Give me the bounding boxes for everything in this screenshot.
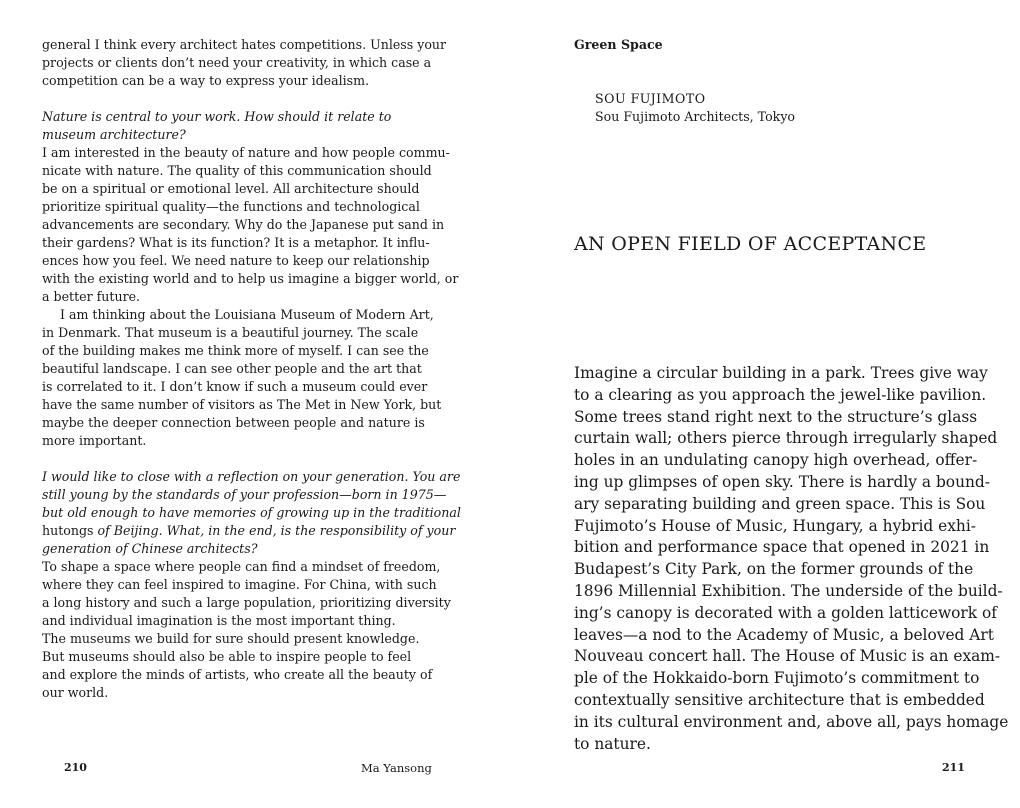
answer-line: I am interested in the beauty of nature and how people commu- (42, 145, 450, 160)
answer-line: have the same number of visitors as The Met in New York, but (42, 397, 442, 412)
answer-line: prioritize spiritual quality—the functions and technological (42, 199, 420, 214)
answer-line: But museums should also be able to inspire people to feel (42, 649, 412, 664)
paragraph-gap (42, 90, 462, 108)
essay-body (574, 363, 1009, 755)
question-line: but old enough to have memories of growing up in the traditional (42, 505, 461, 520)
answer-line: nicate with nature. The quality of this communication should (42, 163, 432, 178)
answer-line: competition can be a way to express your idealism. (42, 73, 370, 88)
essay-line: bition and performance space that opened in 2021 in (574, 538, 990, 557)
essay-line: ing up glimpses of open sky. There is hardly a bound- (574, 472, 990, 491)
interview-text (42, 36, 462, 702)
answer-line: be on a spiritual or emotional level. All architecture should (42, 181, 420, 196)
author-block (595, 90, 795, 126)
essay-line: ary separating building and green space. This is Sou (574, 494, 986, 513)
essay-line: Imagine a circular building in a park. Trees give way (574, 364, 988, 382)
answer-line: and individual imagination is the most important thing. (42, 613, 396, 628)
essay-line: leaves—a nod to the Academy of Music, a beloved Art (574, 625, 994, 644)
author-name: SOU FUJIMOTO (595, 91, 706, 106)
running-footer-author: Ma Yansong (361, 761, 432, 775)
answer-line: of the building makes me think more of myself. I can see the (42, 343, 429, 358)
question-line: generation of Chinese architects? (42, 541, 258, 556)
essay-title: AN OPEN FIELD OF ACCEPTANCE (574, 233, 927, 255)
answer-line: a better future. (42, 289, 141, 304)
question-line: I would like to close with a reflection on your generation. You are (42, 469, 461, 484)
paragraph-gap (42, 450, 462, 468)
page-number-right: 211 (942, 761, 965, 774)
answer-line: I am thinking about the Louisiana Museum of Modern Art, (60, 307, 434, 322)
answer-line: advancements are secondary. Why do the Japanese put sand in (42, 217, 445, 232)
essay-line: holes in an undulating canopy high overhead, offer- (574, 451, 978, 470)
essay-line: Budapest’s City Park, on the former grounds of the (574, 560, 974, 579)
answer-line: is correlated to it. I don’t know if such a museum could ever (42, 379, 428, 394)
answer-line: general I think every architect hates competitions. Unless your (42, 37, 447, 52)
answer-line: where they can feel inspired to imagine. For China, with such (42, 577, 437, 592)
answer-line: in Denmark. That museum is a beautiful journey. The scale (42, 325, 419, 340)
answer-line: more important. (42, 433, 147, 448)
question-line: Nature is central to your work. How should it relate to (42, 109, 392, 124)
answer-line: a long history and such a large population, prioritizing diversity (42, 595, 451, 610)
essay-line: to nature. (574, 734, 651, 753)
question-line: still young by the standards of your profession—born in 1975— (42, 487, 447, 502)
essay-line: 1896 Millennial Exhibition. The underside of the build- (574, 581, 1003, 600)
essay-line: curtain wall; others pierce through irregularly shaped (574, 429, 998, 448)
page-number-left: 210 (64, 761, 87, 774)
answer-line: and explore the minds of artists, who create all the beauty of (42, 667, 433, 682)
answer-line: their gardens? What is its function? It is a metaphor. It influ- (42, 235, 430, 250)
question-line (42, 522, 462, 540)
answer-line: our world. (42, 685, 109, 700)
answer-line: beautiful landscape. I can see other people and the art that (42, 361, 422, 376)
essay-line: contextually sensitive architecture that is embedded (574, 690, 985, 709)
answer-line: projects or clients don’t need your creativity, in which case a (42, 55, 432, 70)
answer-line: maybe the deeper connection between people and nature is (42, 415, 425, 430)
answer-line: ences how you feel. We need nature to keep our relationship (42, 253, 430, 268)
right-page (510, 0, 1020, 808)
answer-line: The museums we build for sure should present knowledge. (42, 631, 420, 646)
essay-line: Nouveau concert hall. The House of Music is an exam- (574, 647, 1001, 666)
essay-line: Fujimoto’s House of Music, Hungary, a hybrid exhi- (574, 516, 976, 535)
running-head: Green Space (574, 37, 663, 52)
essay-line: in its cultural environment and, above all, pays homage (574, 712, 1009, 731)
essay-line: ing’s canopy is decorated with a golden latticework of (574, 603, 997, 622)
question-line: museum architecture? (42, 127, 186, 142)
essay-line: Some trees stand right next to the structure’s glass (574, 407, 978, 426)
roman-term: hutongs (42, 523, 94, 538)
question-text: of Beijing. What, in the end, is the responsibility of your (93, 523, 456, 538)
essay-line: to a clearing as you approach the jewel-like pavilion. (574, 385, 987, 404)
answer-line: To shape a space where people can find a mindset of freedom, (42, 559, 441, 574)
answer-line: with the existing world and to help us imagine a bigger world, or (42, 271, 459, 286)
author-affiliation: Sou Fujimoto Architects, Tokyo (595, 109, 796, 124)
essay-line: ple of the Hokkaido-born Fujimoto’s commitment to (574, 669, 980, 688)
